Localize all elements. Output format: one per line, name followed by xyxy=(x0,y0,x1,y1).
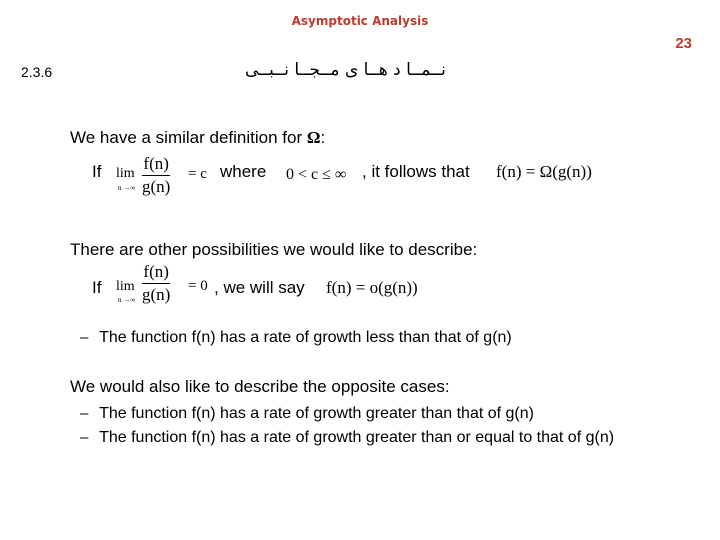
fraction-numerator-2: f(n) xyxy=(143,262,169,281)
definition-intro xyxy=(70,128,325,148)
limit-equals-c: = c xyxy=(188,166,207,182)
bullet-greater-equal-growth xyxy=(80,427,614,447)
follows-text: , it follows that xyxy=(362,162,470,181)
slide-header: Asymptotic Analysis xyxy=(291,14,429,28)
bullet-dash: – xyxy=(80,329,89,346)
opposite-cases-text: We would also like to describe the opposite cases: xyxy=(70,377,450,396)
fraction-bar-2 xyxy=(142,283,170,284)
limit-expression-2 xyxy=(112,262,212,306)
if-label: If xyxy=(92,162,102,181)
omega-result: f(n) = Ω(g(n)) xyxy=(496,162,592,181)
lim-word: lim xyxy=(116,166,135,181)
bullet-text: The function f(n) has a rate of growth less than that of g(n) xyxy=(99,329,512,346)
limit-equals-zero: = 0 xyxy=(188,278,208,294)
bullet-less-growth xyxy=(80,327,512,347)
fraction-bar xyxy=(142,175,170,176)
lim-subscript-2: n →∞ xyxy=(118,296,136,304)
where-label: where xyxy=(220,162,267,181)
fraction-numerator: f(n) xyxy=(143,154,169,173)
section-title-persian: نــمــا د هــا ی مــجــا نــبــی xyxy=(245,60,446,80)
fraction-denominator: g(n) xyxy=(142,177,171,196)
bullet-greater-growth xyxy=(80,403,534,423)
omega-symbol: Ω xyxy=(306,128,321,147)
ratio-fraction-2 xyxy=(142,262,170,305)
ratio-fraction xyxy=(142,154,170,197)
page-number: 23 xyxy=(675,35,692,52)
fraction-denominator-2: g(n) xyxy=(142,285,171,304)
intro-text: We have a similar definition for xyxy=(70,128,307,147)
say-text: , we will say xyxy=(214,278,305,297)
intro-colon: : xyxy=(320,128,326,147)
section-number: 2.3.6 xyxy=(21,64,53,80)
bullet-text: The function f(n) has a rate of growth greater than that of g(n) xyxy=(99,405,534,422)
lim-word-2: lim xyxy=(116,279,135,294)
bullet-dash: – xyxy=(80,429,89,446)
bullet-dash: – xyxy=(80,405,89,422)
bullet-text: The function f(n) has a rate of growth greater than or equal to that of g(n) xyxy=(99,429,615,446)
little-o-result: f(n) = o(g(n)) xyxy=(326,278,418,297)
limit-expression xyxy=(112,154,212,198)
other-possibilities-text: There are other possibilities we would like to describe: xyxy=(70,240,478,259)
if-label-2: If xyxy=(92,278,102,297)
c-condition: 0 < c ≤ ∞ xyxy=(286,166,347,183)
lim-subscript: n →∞ xyxy=(118,184,136,192)
